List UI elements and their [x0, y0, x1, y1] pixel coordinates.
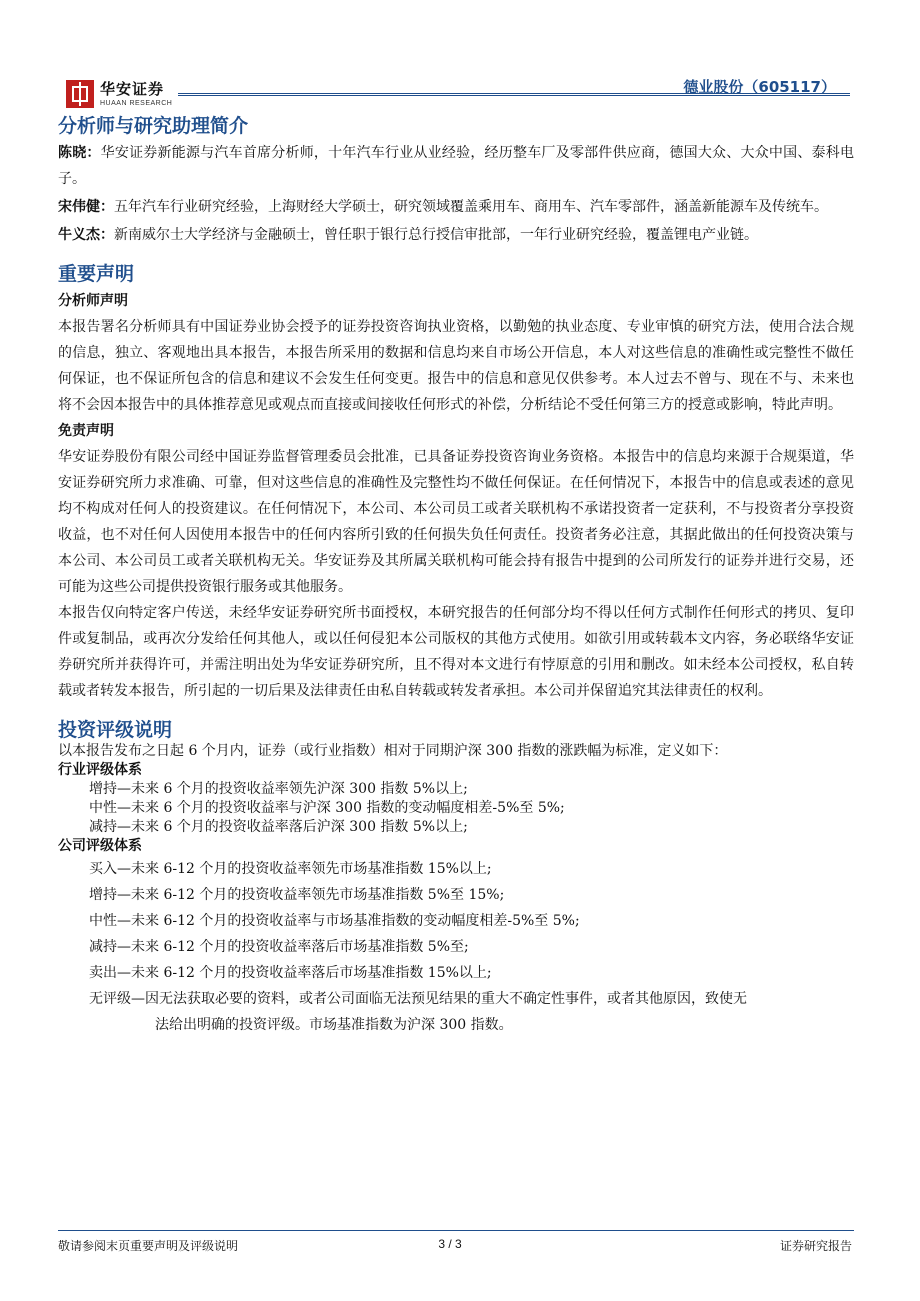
company-rating-item: 减持—未来 6-12 个月的投资收益率落后市场基准指数 5%至; [89, 939, 469, 955]
page-header [66, 76, 850, 116]
industry-rating-item: 减持—未来 6 个月的投资收益率落后沪深 300 指数 5%以上; [89, 819, 468, 835]
company-rating-heading: 公司评级体系 [58, 838, 142, 854]
company-rating-item: 中性—未来 6-12 个月的投资收益率与市场基准指数的变动幅度相差-5%至 5%; [89, 913, 580, 929]
analyst-bio-text: 华安证券新能源与汽车首席分析师，十年汽车行业从业经验，经历整车厂及零部件供应商，德国大众、大众中国、泰科电子。 [58, 145, 854, 187]
analyst-name: 牛义杰： [58, 227, 114, 243]
analyst-bio-text: 新南威尔士大学经济与金融硕士，曾任职于银行总行授信审批部，一年行业研究经验，覆盖锂电产业链。 [114, 227, 758, 243]
report-body [58, 112, 854, 1038]
analyst-name: 陈晓： [58, 145, 101, 161]
analyst-bio-1 [58, 140, 854, 192]
huaan-logo-icon [66, 80, 94, 108]
rating-heading: 投资评级说明 [58, 719, 173, 741]
company-rating-item: 卖出—未来 6-12 个月的投资收益率落后市场基准指数 15%以上; [89, 965, 492, 981]
industry-rating-heading: 行业评级体系 [58, 762, 142, 778]
page-number: 3 / 3 [438, 1237, 462, 1251]
disclaimer-text-1: 华安证券股份有限公司经中国证券监督管理委员会批准，已具备证券投资咨询业务资格。本报告中的信息均来源于合规渠道，华安证券研究所力求准确、可靠，但对这些信息的准确性及完整性均不做任何保证。在任何情况下，本报告中的信息或表述的意见均不构成对任何人的投资建议。在任何情况下，本公司、本公司员工或者关联机构不承诺投资者一定获利，不与投资者分享投资收益，也不对任何人因使用本报告中的任何内容所引致的任何损失负任何责任。投资者务必注意，其据此做出的任何投资决策与本公司、本公司员工或者关联机构无关。华安证券及其所属关联机构可能会持有报告中提到的公司所发行的证券并进行交易，还可能为这些公司提供投资银行服务或其他服务。 [58, 449, 854, 595]
analyst-bio-3 [58, 222, 854, 248]
stock-title: 德业股份（605117） [683, 78, 836, 96]
no-rating-line-2: 法给出明确的投资评级。市场基准指数为沪深 300 指数。 [155, 1017, 513, 1033]
footer-rule [58, 1230, 854, 1231]
disclaimer-text-2: 本报告仅向特定客户传送，未经华安证券研究所书面授权，本研究报告的任何部分均不得以任何方式制作任何形式的拷贝、复印件或复制品，或再次分发给任何其他人，或以任何侵犯本公司版权的其他方式使用。如欲引用或转载本文内容，务必联络华安证券研究所并获得许可，并需注明出处为华安证券研究所，且不得对本文进行有悖原意的引用和删改。如未经本公司授权，私自转载或者转发本报告，所引起的一切后果及法律责任由私自转载或转发者承担。本公司并保留追究其法律责任的权利。 [58, 605, 854, 699]
company-rating-item: 增持—未来 6-12 个月的投资收益率领先市场基准指数 5%至 15%; [89, 887, 505, 903]
industry-rating-item: 增持—未来 6 个月的投资收益率领先沪深 300 指数 5%以上; [89, 781, 468, 797]
no-rating-line-1: 无评级—因无法获取必要的资料，或者公司面临无法预见结果的重大不确定性事件，或者其他原因，致使无 [89, 991, 747, 1007]
analyst-bio-2 [58, 194, 854, 220]
logo-name: 华安证券 [100, 80, 165, 98]
disclaimer-heading: 免责声明 [58, 423, 114, 439]
analyst-statement-text: 本报告署名分析师具有中国证券业协会授予的证券投资咨询执业资格，以勤勉的执业态度、专业审慎的研究方法，使用合法合规的信息，独立、客观地出具本报告，本报告所采用的数据和信息均来自市场公开信息，本人对这些信息的准确性或完整性不做任何保证，也不保证所包含的信息和建议不会发生任何变更。报告中的信息和意见仅供参考。本人过去不曾与、现在不与、未来也将不会因本报告中的具体推荐意见或观点而直接或间接收任何形式的补偿，分析结论不受任何第三方的授意或影响，特此声明。 [58, 319, 854, 413]
footer-report-type: 证券研究报告 [779, 1239, 852, 1253]
statement-heading: 重要声明 [58, 263, 135, 285]
logo-english: HUAAN RESEARCH [100, 100, 173, 107]
footer-note: 敬请参阅末页重要声明及评级说明 [58, 1239, 239, 1253]
analyst-statement-heading: 分析师声明 [58, 293, 128, 309]
rating-intro: 以本报告发布之日起 6 个月内，证券（或行业指数）相对于同期沪深 300 指数的涨跌幅为标准，定义如下： [58, 743, 728, 759]
analysts-heading: 分析师与研究助理简介 [58, 115, 249, 137]
industry-rating-item: 中性—未来 6 个月的投资收益率与沪深 300 指数的变动幅度相差-5%至 5%; [89, 800, 565, 816]
company-rating-item: 买入—未来 6-12 个月的投资收益率领先市场基准指数 15%以上; [89, 861, 492, 877]
analyst-name: 宋伟健： [58, 199, 114, 215]
analyst-bio-text: 五年汽车行业研究经验，上海财经大学硕士，研究领域覆盖乘用车、商用车、汽车零部件，涵盖新能源车及传统车。 [114, 199, 828, 215]
